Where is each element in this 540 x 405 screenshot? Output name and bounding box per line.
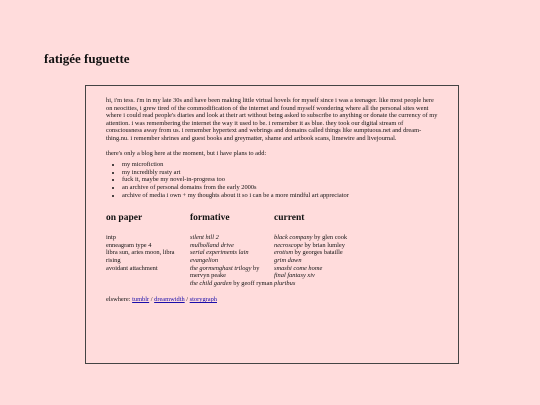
- formative-item: [190, 265, 274, 280]
- current-item: [274, 234, 364, 242]
- on-paper-heading: on paper: [106, 213, 143, 224]
- plans-list-item: • my microfiction: [122, 161, 438, 169]
- formative-column: [190, 213, 274, 287]
- plans-list-item: • an archive of personal domains from the early 2000s: [122, 184, 438, 192]
- formative-title: the gormenghast trilogy: [190, 264, 252, 272]
- content-box: [85, 85, 459, 364]
- formative-author: by geoff ryman: [231, 279, 273, 287]
- storygraph-link[interactable]: storygraph: [189, 296, 217, 304]
- plans-intro: there's only a blog here at the moment, but i have plans to add:: [106, 149, 267, 157]
- dreamwidth-link[interactable]: dreamwidth: [154, 296, 185, 304]
- formative-item: [190, 234, 274, 242]
- formative-title: the child garden: [190, 279, 232, 287]
- site-title: fatigée fuguette: [44, 51, 130, 66]
- on-paper-item: intp: [106, 234, 116, 242]
- formative-title: serial experiments lain: [190, 249, 249, 257]
- on-paper-column: [106, 213, 190, 287]
- formative-heading: formative: [190, 213, 230, 224]
- formative-title: silent hill 2: [190, 234, 219, 242]
- intro-paragraph: hi, i'm tess. i'm in my late 30s and have been making little virtual hovels for myself since i was a teenager. like most people here on neocities, i grew tired of the commodification of the internet and found myself wondering where all the personal sites went where i could read people's diaries and look at their art without being asked to subscribe to anything or donate the currency of my attention. i was remembering the internet the way it used to be. i remember it as blue. they took our digital stream of consciousness away from us. i remember hypertext and webrings and domains called things like sumptuous.net and dream-thing.nu. i remember shrines and guest books and greymatter, shame and artbook scans, limewire and livejournal.: [106, 97, 438, 142]
- current-heading: current: [274, 213, 305, 224]
- columns: [106, 213, 438, 287]
- current-item: [274, 272, 364, 280]
- formative-item: [190, 257, 274, 265]
- on-paper-item: libra sun, aries moon, libra rising: [106, 249, 175, 264]
- on-paper-item: avoidant attachment: [106, 264, 158, 272]
- current-item: [274, 280, 364, 288]
- current-title: black company: [274, 234, 313, 242]
- elsewhere-line: [106, 296, 438, 304]
- link-separator: /: [149, 296, 155, 304]
- current-title: necroscope: [274, 241, 303, 249]
- plans-list-item: • my incredibly rusty art: [122, 169, 438, 177]
- formative-item: [190, 280, 274, 288]
- current-author: by brian lumley: [302, 241, 345, 249]
- formative-title: evangelion: [190, 256, 219, 264]
- plans-list: [106, 161, 438, 199]
- formative-author: by mervyn peake: [190, 264, 260, 280]
- current-author: by georges bataille: [292, 249, 343, 257]
- formative-title: mulholland drive: [190, 241, 234, 249]
- current-title: erotism: [274, 249, 293, 257]
- elsewhere-label: elswhere:: [106, 296, 131, 304]
- current-title: final fantasy xiv: [274, 272, 315, 280]
- plans-list-item: • archive of media i own + my thoughts about it so i can be a more mindful art appreciator: [122, 192, 438, 200]
- current-author: by glen cook: [312, 234, 348, 242]
- formative-item: [190, 249, 274, 257]
- current-item: [274, 257, 364, 265]
- current-title: pluribus: [274, 279, 296, 287]
- current-column: [274, 213, 364, 287]
- current-item: [274, 265, 364, 273]
- tumblr-link[interactable]: tumblr: [132, 296, 150, 304]
- current-title: smashi come home: [274, 264, 323, 272]
- current-title: grim dawn: [274, 256, 302, 264]
- current-item: [274, 242, 364, 250]
- current-item: [274, 249, 364, 257]
- on-paper-item: enneagram type 4: [106, 241, 152, 249]
- formative-item: [190, 242, 274, 250]
- link-separator: /: [184, 296, 190, 304]
- plans-list-item: • fuck it, maybe my novel-in-progress too: [122, 176, 438, 184]
